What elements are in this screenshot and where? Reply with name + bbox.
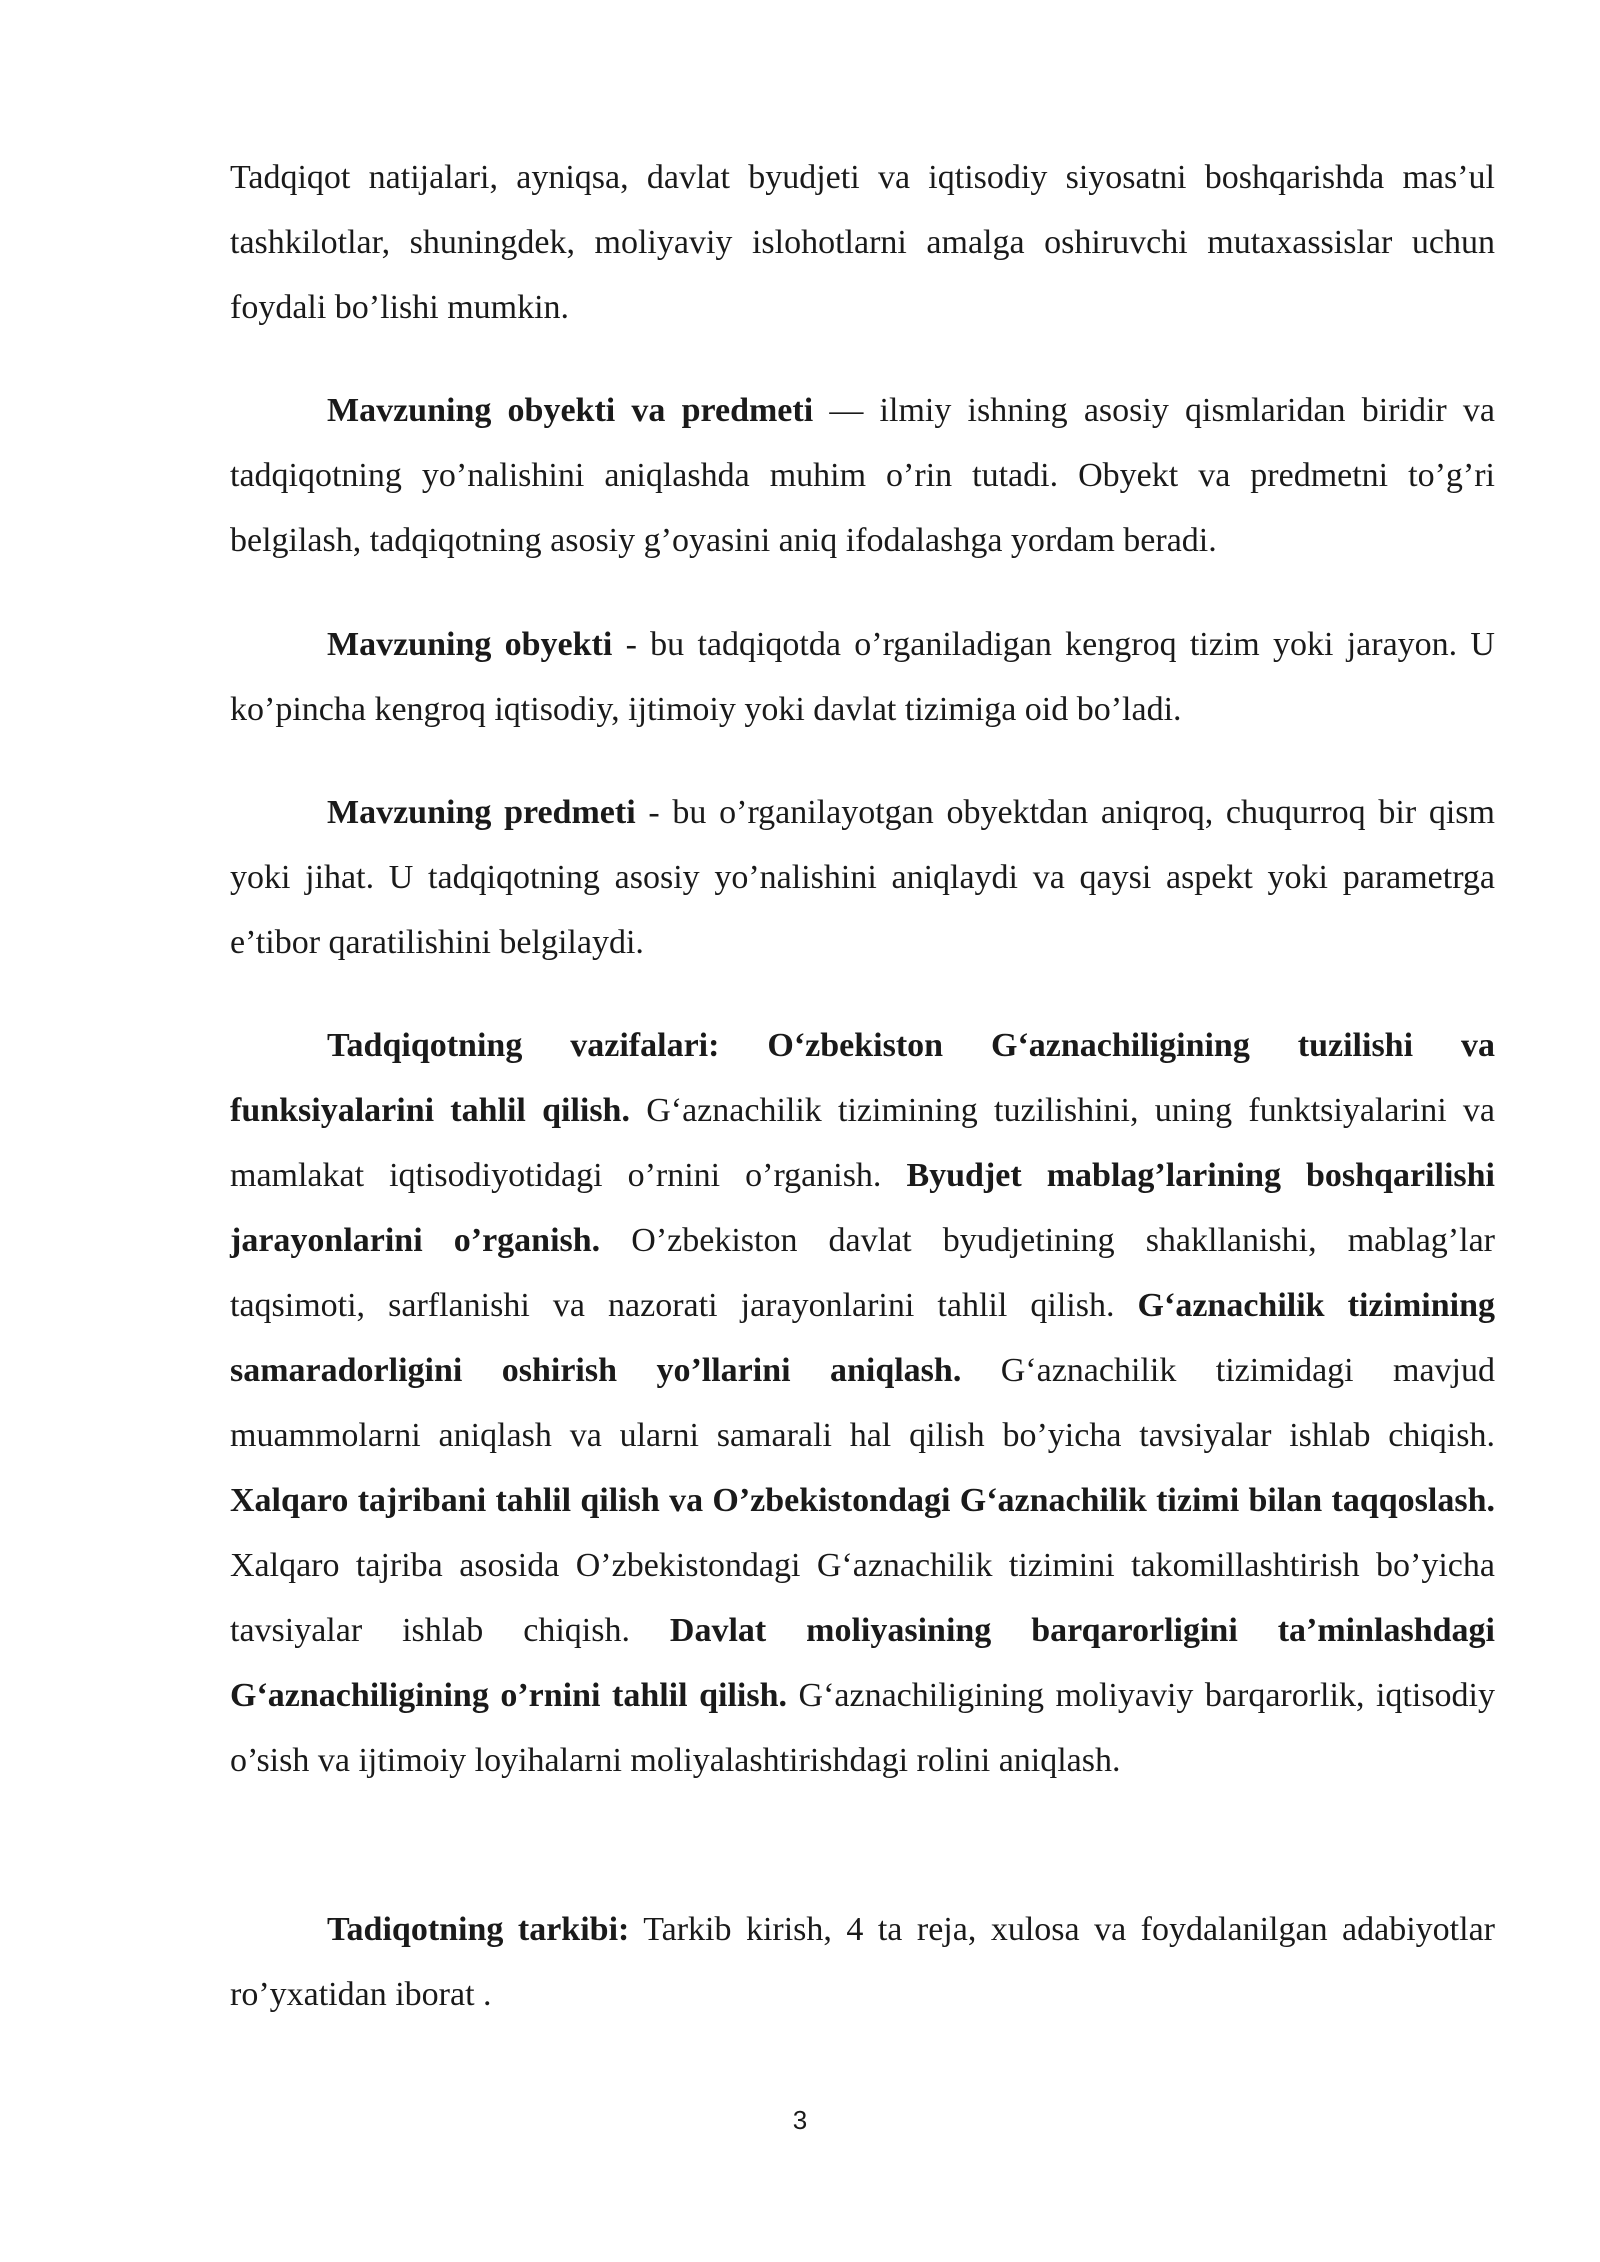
task-text: O’zbekiston davlat byudjetining shakllanishi, mablag’lar taqsimoti, sarflanishi va nazorati jarayonlarini tahlil qilish.	[230, 1222, 1495, 1324]
paragraph-object-and-subject	[230, 378, 1495, 573]
task-text: G‘aznachilik tizimidagi mavjud muammolarni aniqlash va ularni samarali hal qilish bo’yicha tavsiyalar ishlab chiqish.	[230, 1352, 1496, 1454]
task-heading: G‘aznachilik tizimining samaradorligini oshirish yo’llarini aniqlash.	[230, 1287, 1495, 1389]
paragraph-heading: Tadiqotning tarkibi:	[327, 1911, 630, 1948]
paragraph-structure	[230, 1897, 1495, 2027]
paragraph-text: - bu tadqiqotda o’rganiladigan kengroq tizim yoki jarayon. U ko’pincha kengroq iqtisodiy, ijtimoiy yoki davlat tizimiga oid bo’ladi.	[230, 626, 1495, 728]
paragraph-text: - bu o’rganilayotgan obyektdan aniqroq, chuqurroq bir qism yoki jihat. U tadqiqotning asosiy yo’nalishini aniqlaydi va qaysi aspekt yoki parametrga e’tibor qaratilishini belgilaydi.	[230, 794, 1495, 961]
paragraph-research-tasks	[230, 1013, 1495, 1793]
paragraph-text: — ilmiy ishning asosiy qismlaridan biridir va tadqiqotning yo’nalishini aniqlashda muhim o’rin tutadi. Obyekt va predmetni to’g’ri belgilash, tadqiqotning asosiy g’oyasini aniq ifodalashga yordam beradi.	[230, 392, 1495, 559]
paragraph-heading: Mavzuning obyekti	[327, 626, 613, 663]
task-heading: Tadqiqotning vazifalari: O‘zbekiston G‘aznachiligining tuzilishi va funksiyalarini tahlil qilish.	[230, 1027, 1495, 1129]
task-heading: Davlat moliyasining barqarorligini ta’minlashdagi G‘aznachiligining o’rnini tahlil qilish.	[230, 1612, 1495, 1714]
task-heading: Xalqaro tajribani tahlil qilish va O’zbekistondagi G‘aznachilik tizimi bilan taqqoslash.	[230, 1482, 1495, 1519]
paragraph-text: Tadqiqot natijalari, ayniqsa, davlat byudjeti va iqtisodiy siyosatni boshqarishda mas’ul tashkilotlar, shuningdek, moliyaviy islohotlarni amalga oshiruvchi mutaxassislar uchun foydali bo’lishi mumkin.	[230, 159, 1495, 326]
task-text: G‘aznachiligining moliyaviy barqarorlik, iqtisodiy o’sish va ijtimoiy loyihalarni moliyalashtirishdagi rolini aniqlash.	[230, 1677, 1495, 1779]
paragraph-research-results	[230, 145, 1495, 340]
task-text: Xalqaro tajriba asosida O’zbekistondagi G‘aznachilik tizimini takomillashtirish bo’yicha tavsiyalar ishlab chiqish.	[230, 1547, 1495, 1649]
paragraph-subject	[230, 780, 1495, 975]
task-text: G‘aznachilik tizimining tuzilishini, uning funktsiyalarini va mamlakat iqtisodiyotidagi o’rnini o’rganish.	[230, 1092, 1495, 1194]
paragraph-text: Tarkib kirish, 4 ta reja, xulosa va foydalanilgan adabiyotlar ro’yxatidan iborat .	[230, 1911, 1495, 2013]
paragraph-heading: Mavzuning obyekti va predmeti	[327, 392, 814, 429]
paragraph-object	[230, 612, 1495, 742]
page-number: 3	[792, 2105, 808, 2135]
task-heading: Byudjet mablag’larining boshqarilishi jarayonlarini o’rganish.	[230, 1157, 1495, 1259]
paragraph-heading: Mavzuning predmeti	[327, 794, 636, 831]
